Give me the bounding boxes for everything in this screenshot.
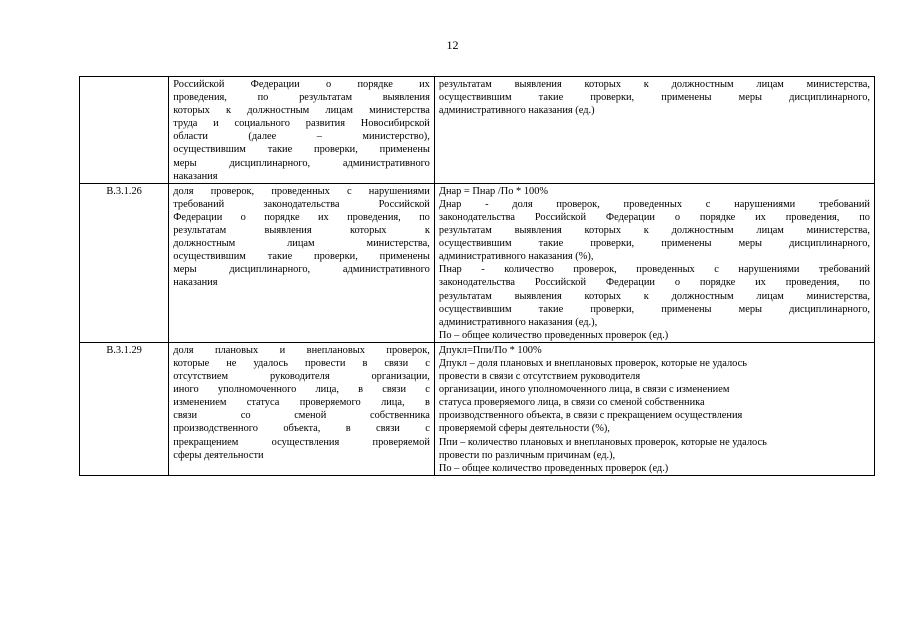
text-line: отсутствием руководителя организации, (173, 371, 430, 383)
text-line: требований законодательства Российской (173, 198, 430, 210)
text-line: Пнар - количество проверок, проведенных с нарушениями требований (438, 264, 870, 276)
indicator-code-cell (80, 77, 169, 184)
text-line: производственного объекта, в связи с (173, 423, 430, 435)
text-line: должностным лицам министерства, (173, 238, 430, 250)
text-line: осуществившим такие проверки, применены (173, 144, 430, 156)
text-line: провести в связи с отсутствием руководителя (438, 371, 641, 383)
text-line: осуществившим такие проверки, применены меры дисциплинарного, (438, 238, 870, 250)
text-line: доля плановых и внеплановых проверок, (173, 344, 430, 356)
text-line: Дпукл – доля плановых и внеплановых проверок, которые не удалось (438, 357, 747, 369)
text-line: административного наказания (ед.), (438, 316, 598, 328)
text-line: связи со сменой собственника (173, 410, 430, 422)
text-line: иного уполномоченного лица, в связи с (173, 384, 430, 396)
text-line: осуществившим такие проверки, применены меры дисциплинарного, (438, 92, 870, 104)
text-line: статуса проверяемого лица, в связи со сменой собственника (438, 397, 705, 409)
text-line: По – общее количество проведенных проверок (ед.) (438, 462, 669, 474)
text-line: результатам выявления которых к должностным лицам министерства, (438, 290, 870, 302)
text-line: Федерации о порядке их проведения, по (173, 211, 430, 223)
text-line: административного наказания (%), (438, 251, 594, 263)
table-row (80, 183, 875, 342)
text-line: осуществившим такие проверки, применены (173, 251, 430, 263)
text-line: меры дисциплинарного, административного (173, 157, 430, 169)
indicator-formula-cell (434, 77, 874, 184)
text-line: прекращением осуществления проверяемой (173, 436, 430, 448)
text-line: сферы деятельности (173, 449, 264, 461)
text-line: результатам выявления которых к (173, 225, 430, 237)
text-line: Днар - доля проверок, проведенных с нарушениями требований (438, 198, 870, 210)
text-line: доля проверок, проведенных с нарушениями (173, 185, 430, 197)
text-line: законодательства Российской Федерации о порядке их проведения, по (438, 211, 870, 223)
text-line: которых к должностным лицам министерства (173, 105, 430, 117)
text-line: проверяемой сферы деятельности (%), (438, 423, 610, 435)
text-line: труда и социального развития Новосибирской (173, 118, 430, 130)
indicator-code-cell: В.3.1.26 (80, 183, 169, 342)
text-line: наказания (173, 277, 218, 289)
text-line: производственного объекта, в связи с прекращением осуществления (438, 410, 743, 422)
text-line: Ппи – количество плановых и внеплановых проверок, которые не удалось (438, 436, 767, 448)
text-line: законодательства Российской Федерации о порядке их проведения, по (438, 277, 870, 289)
text-line: проведения, по результатам выявления (173, 92, 430, 104)
text-line: которые не удалось провести в связи с (173, 357, 430, 369)
text-line: наказания (173, 170, 218, 182)
text-line: Дпукл=Ппи/По * 100% (438, 344, 542, 356)
text-line: осуществившим такие проверки, применены меры дисциплинарного, (438, 303, 870, 315)
text-line: Днар = Пнар /По * 100% (438, 185, 549, 197)
text-line: Российской Федерации о порядке их (173, 79, 430, 90)
table-body (80, 77, 875, 476)
table-row (80, 77, 875, 184)
indicator-code-cell: В.3.1.29 (80, 342, 169, 475)
indicator-name-cell (169, 342, 435, 475)
indicator-formula-cell (434, 183, 874, 342)
indicator-name-cell (169, 183, 435, 342)
page-number: 12 (446, 38, 459, 52)
text-line: административного наказания (ед.) (438, 105, 595, 117)
indicator-name-cell (169, 77, 435, 184)
text-line: По – общее количество проведенных проверок (ед.) (438, 329, 669, 341)
indicator-formula-cell (434, 342, 874, 475)
table-row (80, 342, 875, 475)
text-line: изменением статуса проверяемого лица, в (173, 397, 430, 409)
text-line: области (далее – министерство), (173, 131, 430, 143)
text-line: результатам выявления которых к должностным лицам министерства, (438, 225, 870, 237)
text-line: меры дисциплинарного, административного (173, 264, 430, 276)
text-line: организации, иного уполномоченного лица, в связи с изменением (438, 384, 730, 396)
text-line: результатам выявления которых к должностным лицам министерства, (438, 79, 870, 90)
indicator-table (79, 76, 875, 476)
text-line: провести по различным причинам (ед.), (438, 449, 616, 461)
